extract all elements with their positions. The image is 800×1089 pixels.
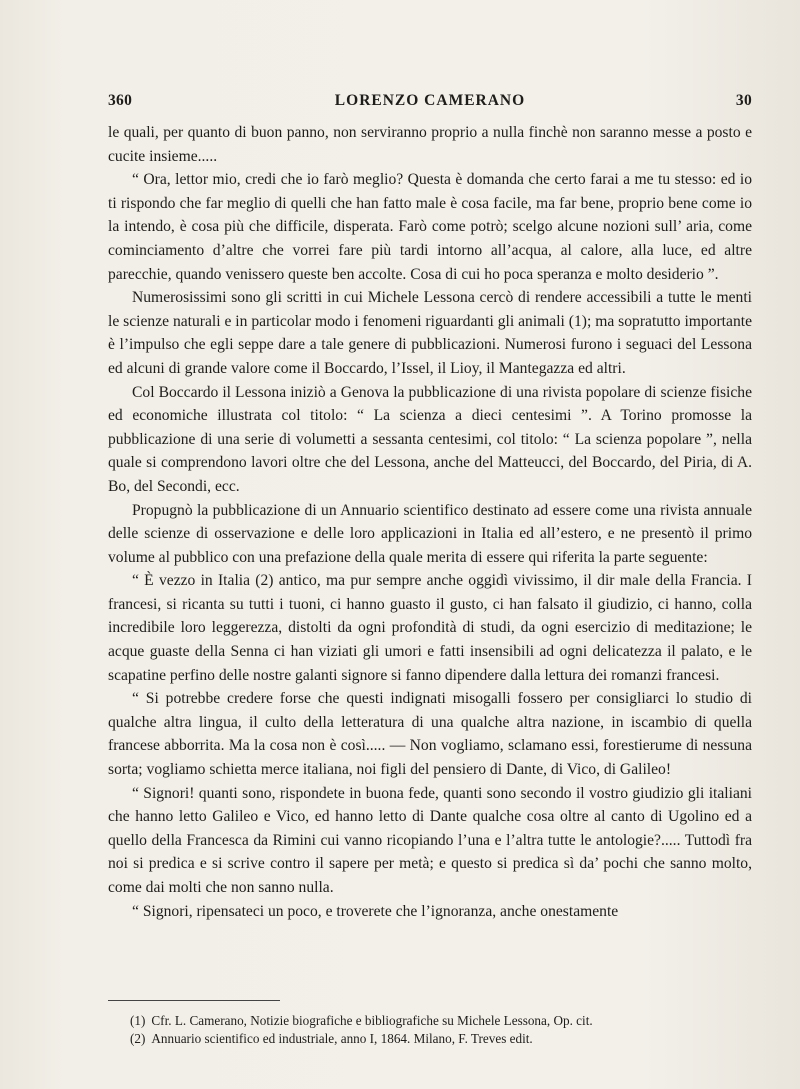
paragraph: “ Signori! quanti sono, rispondete in buona fede, quanti sono secondo il vostro giudizio gli italiani che hanno letto Galileo e Vico, ed hanno letto di Dante qualche cosa oltre al canto di Ugolino ed a quello della Francesca da Rimini cui vanno ricopiando l’una e l’altra tutte le antologie?..... Tuttodì fra noi si predica e si scrive contro il sapere per metà; e questo si predica sì da’ pochi che sanno molto, come dai molti che non sanno nulla. bbox=[108, 784, 752, 896]
footnote-number: (2) bbox=[130, 1031, 146, 1046]
footnote-text: Cfr. L. Camerano, Notizie biografiche e bibliografiche su Michele Lessona, Op. cit. bbox=[151, 1013, 593, 1028]
body-text bbox=[108, 121, 752, 923]
paragraph: le quali, per quanto di buon panno, non serviranno proprio a nulla finchè non saranno messe a posto e cucite insieme..... bbox=[108, 124, 752, 165]
paragraph: “ Si potrebbe credere forse che questi indignati misogalli fossero per consigliarci lo studio di qualche altra lingua, il culto della letteratura di una qualche altra nazione, in iscambio di quella francese abborrita. Ma la cosa non è così..... — Non vogliamo, sclamano essi, forestierume di nessuna sorta; vogliamo schietta merce italiana, noi figli del pensiero di Dante, di Vico, di Galileo! bbox=[108, 690, 752, 779]
footnote-number: (1) bbox=[130, 1013, 146, 1028]
paragraph: Col Boccardo il Lessona iniziò a Genova la pubblicazione di una rivista popolare di scienze fisiche ed economiche illustrata col titolo: “ La scienza a dieci centesimi ”. A Torino promosse la pubblicazione di una serie di volumetti a sessanta centesimi, col titolo: “ La scienza popolare ”, nella quale si comprendono lavori oltre che del Lessona, anche del Matteucci, del Boccardo, del Piria, di A. Bo, del Secondi, ecc. bbox=[108, 383, 752, 495]
page-number: 360 bbox=[108, 92, 133, 109]
paragraph: “ Ora, lettor mio, credi che io farò meglio? Questa è domanda che certo farai a me tu stesso: ed io ti rispondo che far meglio di quelli che han fatto male è cosa facile, ma far bene, proprio bene come io la intendo, è cosa più che difficile, disperata. Farò come potrò; scelgo alcune nozioni sull’ aria, come cominciamento d’altre che vorrei fare più tardi intorno all’acqua, al calore, alla luce, ed altre parecchie, quando venissero queste ben accolte. Cosa di cui ho poca speranza e molto desiderio ”. bbox=[108, 171, 752, 283]
paragraph: Propugnò la pubblicazione di un Annuario scientifico destinato ad essere come una rivista annuale delle scienze di osservazione e delle loro applicazioni in Italia ed all’estero, e ne presentò il primo volume al pubblico con una prefazione della quale merita di essere qui riferita la parte seguente: bbox=[108, 501, 752, 566]
section-number: 30 bbox=[735, 92, 752, 109]
footnote bbox=[130, 1012, 750, 1030]
paragraph: Numerosissimi sono gli scritti in cui Michele Lessona cercò di rendere accessibili a tutte le menti le scienze naturali e in particolar modo i fenomeni riguardanti gli animali (1); ma sopratutto importante è l’impulso che egli seppe dare a tale genere di pubblicazioni. Numerosi furono i seguaci del Lessona ed alcuni di grande valore come il Boccardo, l’Issel, il Lioy, il Mantegazza ed altri. bbox=[108, 289, 752, 377]
footnotes bbox=[130, 1012, 750, 1048]
running-title: LORENZO CAMERANO bbox=[334, 92, 526, 109]
running-header bbox=[108, 92, 752, 118]
paragraph: “ È vezzo in Italia (2) antico, ma pur sempre anche oggidì vivissimo, il dir male della Francia. I francesi, si ricanta su tutti i tuoni, ci hanno guasto il gusto, ci han falsato il giudizio, ci hanno, colla incredibile loro leggerezza, distolti da ogni profondità di studi, da ogni esercizio di meditazione; le acque guaste della Senna ci han viziati gli umori e fatti insensibili ad ogni delicatezza il palato, e le scapatine perfino delle nostre galanti signore si fanno dipendere dalla lettura dei romanzi francesi. bbox=[108, 572, 752, 684]
footnote-rule bbox=[108, 1000, 280, 1001]
paragraph: “ Signori, ripensateci un poco, e troverete che l’ignoranza, anche onestamente bbox=[132, 902, 619, 920]
footnote-text: Annuario scientifico ed industriale, anno I, 1864. Milano, F. Treves edit. bbox=[151, 1031, 533, 1046]
footnote bbox=[130, 1030, 750, 1048]
